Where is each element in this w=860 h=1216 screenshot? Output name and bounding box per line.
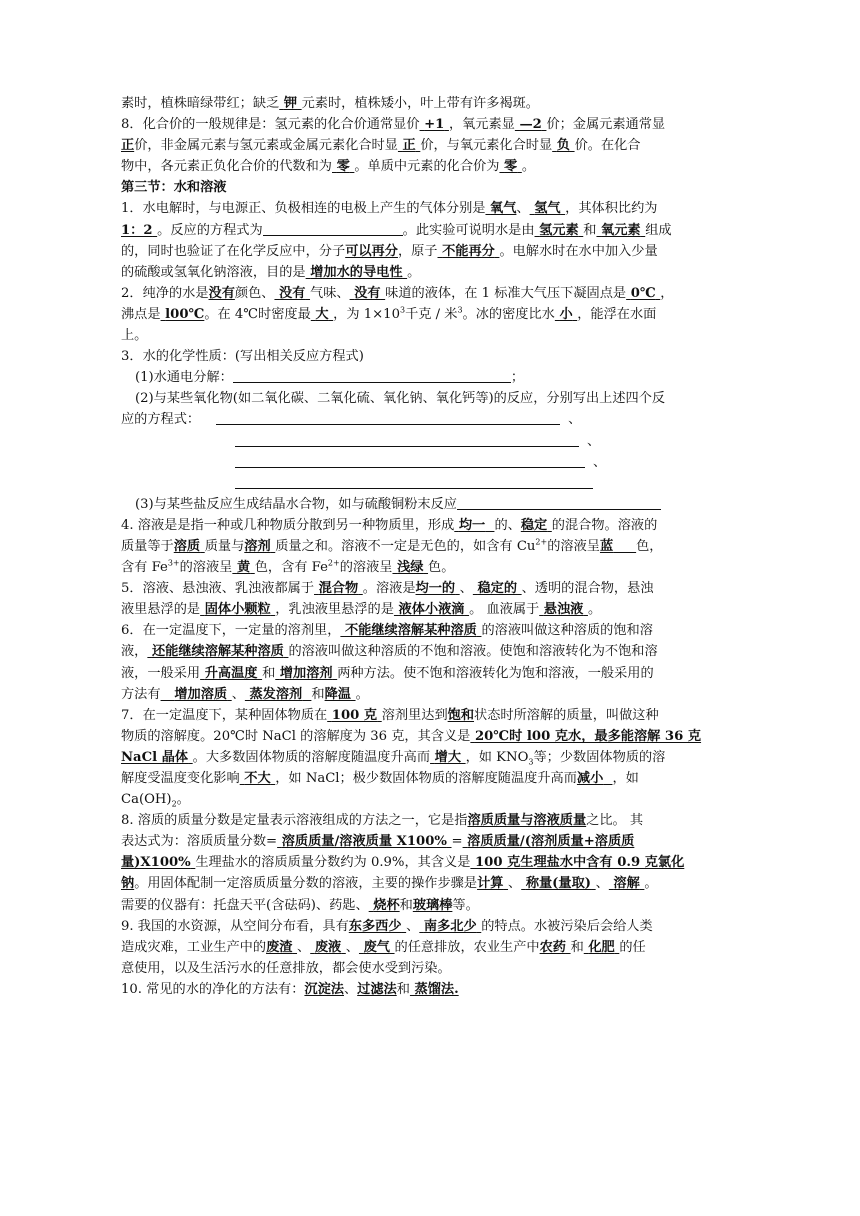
text: 。 <box>407 264 421 280</box>
text: 8. 溶质的质量分数是定量表示溶液组成的方法之一，它是指 <box>121 813 468 829</box>
text: 和 <box>570 939 584 955</box>
answer: 增加溶剂 <box>279 665 333 681</box>
text-line <box>121 705 741 726</box>
text-line <box>121 220 741 241</box>
text: 色， <box>636 538 663 554</box>
answer: 负 <box>556 138 570 154</box>
subscript: 2 <box>171 799 177 809</box>
text-line <box>121 663 741 684</box>
answer: 不能继续溶解某种溶质 <box>344 623 477 639</box>
text: 质量之和。溶液不一定是无色的，如含有 Cu <box>275 538 536 554</box>
answer: 烧杯 <box>373 897 400 913</box>
text: 和 <box>399 897 413 913</box>
text: 。 <box>521 159 535 175</box>
answer: 氧元素 <box>601 222 641 238</box>
text-line: 上。 <box>121 328 148 344</box>
text-line <box>121 198 741 219</box>
text: 和 <box>396 981 410 997</box>
text: 的任意排放，农业生产中 <box>394 939 540 955</box>
text: 、 <box>343 981 358 997</box>
answer: 黄 <box>236 560 251 576</box>
superscript: 3+ <box>167 558 180 568</box>
text: 的溶液呈 <box>179 560 233 576</box>
answer: 溶剂 <box>244 538 271 554</box>
text-line <box>121 726 741 747</box>
text: 、 <box>231 686 245 702</box>
text: 方法有 <box>121 686 161 702</box>
answer: 正 <box>402 138 416 154</box>
text: 、 <box>406 918 420 934</box>
text-line: (2)与某些氧化物(如二氧化碳、二氧化硫、氧化钠、氧化钙等)的反应，分别写出上述四个反 <box>135 391 666 407</box>
text: 、透明的混合物，悬浊 <box>521 581 654 597</box>
text: 的混合物。溶液的 <box>551 517 658 533</box>
text: ，能浮在水面 <box>577 306 657 322</box>
answer: 东多西少 <box>348 918 402 934</box>
answer-blank[interactable] <box>263 221 403 236</box>
text-line <box>121 852 741 873</box>
answer: 氢气 <box>534 201 561 217</box>
text: 的硫酸或氢氧化钠溶液，目的是 <box>121 264 306 280</box>
text: 。 <box>587 602 602 618</box>
text: 溶剂里达到 <box>381 707 448 723</box>
text-line <box>121 873 741 894</box>
answer: 没有 <box>279 285 306 301</box>
text-line <box>121 452 741 473</box>
text: 10. 常见的水的净化的方法有： <box>121 981 305 997</box>
text-line <box>121 557 741 578</box>
document-page <box>121 93 741 1000</box>
text: 、 <box>593 454 607 470</box>
answer: 量)X100% <box>121 855 191 871</box>
text: ，原子 <box>397 243 438 259</box>
answer: 钾 <box>283 96 298 111</box>
text: 两种方法。使不饱和溶液转化为饱和溶液，一般采用的 <box>337 665 654 681</box>
text: ，如 <box>612 771 639 786</box>
text-line <box>121 135 741 156</box>
text: 需要的仪器有：托盘天平(含砝码)、药匙、 <box>121 897 369 913</box>
answer: 混合物 <box>318 581 359 597</box>
text: 、 <box>345 939 359 955</box>
text: 质量与 <box>204 538 245 554</box>
answer: 溶质质量/(溶剂质量+溶质质 <box>467 834 635 850</box>
text-line <box>121 768 741 789</box>
text: 、 <box>568 412 582 428</box>
text: 和 <box>262 665 276 681</box>
answer: 可以再分 <box>345 243 398 259</box>
text-line <box>121 262 741 283</box>
text: 6．在一定温度下，一定量的溶剂里， <box>121 623 341 639</box>
text: 。 <box>176 792 190 808</box>
text: ，乳浊液里悬浮的是 <box>275 602 394 618</box>
answer: 没有 <box>354 285 381 301</box>
answer: l00℃ <box>165 306 205 322</box>
answer: 小 <box>559 306 573 322</box>
answer: 玻璃棒 <box>412 897 453 913</box>
text-line <box>121 409 741 430</box>
text: 。反应的方程式为 <box>157 222 263 238</box>
answer-blank[interactable] <box>233 368 511 383</box>
text: 、 <box>297 939 311 955</box>
answer: +1 <box>424 117 445 133</box>
text: 的，同时也验证了在化学反应中，分子 <box>121 243 346 259</box>
answer: 溶质质量/溶液质量 X100% <box>281 834 447 850</box>
answer: 过滤法 <box>357 981 397 997</box>
answer-blank[interactable] <box>457 495 661 510</box>
text: 。溶液是 <box>362 581 416 597</box>
text: 气味、 <box>310 285 350 301</box>
text: 液里悬浮的是 <box>121 602 201 618</box>
text: 8．化合价的一般规律是：氢元素的化合价通常显价 <box>121 117 420 133</box>
text: 。 <box>644 876 658 892</box>
text-line <box>121 304 741 325</box>
answer: 均一的 <box>415 581 456 597</box>
text: 2．纯净的水是 <box>121 285 209 301</box>
text-line <box>121 916 741 937</box>
answer: 废液 <box>314 939 342 955</box>
text: 。 血液属于 <box>469 602 540 618</box>
answer: 蒸馏法. <box>414 981 459 997</box>
answer: 蓝 <box>599 538 614 554</box>
text-line <box>121 93 741 114</box>
text: 的任 <box>619 939 646 955</box>
text: 7．在一定温度下，某种固体物质在 <box>121 707 328 723</box>
text-line <box>121 156 741 177</box>
text: 物中，各元素正负化合价的代数和为 <box>121 159 332 175</box>
text-line <box>121 494 741 515</box>
answer: 计算 <box>477 876 504 892</box>
answer: 减小 <box>576 771 604 786</box>
answer: 氧气 <box>490 201 517 217</box>
text: 。 <box>355 686 369 702</box>
text: ，其体积比约为 <box>565 201 658 217</box>
text: 9. 我国的水资源，从空间分布看，具有 <box>121 918 349 934</box>
answer: 氢元素 <box>539 222 579 238</box>
answer: 稳定 <box>520 517 548 533</box>
text: ，如 KNO <box>465 749 529 765</box>
text: 。电解水时在水中加入少量 <box>499 243 658 259</box>
answer: 降温 <box>324 686 351 702</box>
superscript: 3 <box>399 305 406 315</box>
text: ； <box>510 370 524 386</box>
answer: 废气 <box>363 939 390 955</box>
text-line: 意使用，以及生活污水的任意排放，都会使水受到污染。 <box>121 960 451 976</box>
superscript: 3 <box>457 305 463 315</box>
text-line <box>121 114 741 135</box>
text: 的溶液叫做这种溶质的饱和溶 <box>481 623 653 639</box>
text-line <box>121 283 741 304</box>
answer: 20℃时 l00 克水，最多能溶解 36 克 <box>474 728 702 744</box>
text: 。大多数固体物质的溶解度随温度升高而 <box>192 749 431 765</box>
answer: 零 <box>336 159 350 175</box>
answer: 溶质质量与溶液质量 <box>467 813 587 829</box>
text: (1)水通电分解： <box>135 370 233 386</box>
text-line <box>121 641 741 662</box>
text-line <box>121 895 741 916</box>
answer: 没有 <box>208 285 235 301</box>
text-line <box>121 515 741 536</box>
answer: 沉淀法 <box>304 981 344 997</box>
text-line <box>121 979 741 1000</box>
text: 。单质中元素的化合价为 <box>354 159 500 175</box>
answer: 还能继续溶解某种溶质 <box>151 644 284 660</box>
text: 的特点。水被污染后会给人类 <box>481 918 653 934</box>
answer: 0℃ <box>630 285 656 301</box>
answer-blank[interactable] <box>235 432 579 447</box>
text: 组成 <box>645 222 672 238</box>
text-line <box>121 536 741 557</box>
text: 、 <box>587 433 601 449</box>
text: 。用固体配制一定溶质质量分数的溶液，主要的操作步骤是 <box>134 876 478 892</box>
answer-blank[interactable] <box>235 453 585 468</box>
text: 的溶液呈 <box>547 538 600 554</box>
text: ，为 1×10 <box>333 306 400 322</box>
text: 的、 <box>494 517 521 533</box>
answer: 南多北少 <box>423 918 477 934</box>
text: 色。 <box>428 560 455 576</box>
text-line <box>121 578 741 599</box>
answer-blank[interactable] <box>235 474 593 489</box>
text-line <box>121 789 741 810</box>
text: = <box>451 834 463 850</box>
answer-blank[interactable] <box>216 410 560 425</box>
answer: 溶解 <box>613 876 640 892</box>
text: 沸点是 <box>121 306 161 322</box>
text: 价，与氧元素化合时显 <box>420 138 553 154</box>
text-line <box>121 241 741 262</box>
text: 和 <box>311 686 325 702</box>
answer: 不大 <box>244 771 271 786</box>
text-line <box>121 431 741 452</box>
text: 液， <box>121 644 148 660</box>
text-line <box>121 599 741 620</box>
answer: 升高温度 <box>204 665 258 681</box>
answer: 废渣 <box>266 939 293 955</box>
text: 。冰的密度比水 <box>462 306 555 322</box>
answer: 正 <box>121 138 135 154</box>
subscript: 3 <box>528 757 534 767</box>
text: 质量等于 <box>121 538 174 554</box>
text-line <box>121 747 741 768</box>
text-line <box>121 367 741 388</box>
text-line <box>121 473 741 494</box>
answer: 液体小液滴 <box>398 602 465 618</box>
text: 含有 Fe <box>121 560 168 576</box>
section-heading: 第三节：水和溶液 <box>121 180 227 196</box>
text: 价；金属元素通常显 <box>546 117 666 133</box>
text: 颜色、 <box>234 285 275 301</box>
text: 色，含有 Fe <box>254 560 328 576</box>
answer: 增加溶质 <box>174 686 228 702</box>
answer: 零 <box>504 159 518 175</box>
text: (3)与某些盐反应生成结晶水合物，如与硫酸铜粉末反应 <box>135 496 457 512</box>
text-line <box>121 831 741 852</box>
answer: 农药 <box>539 939 566 955</box>
text: ，如 NaCl；极少数固体物质的溶解度随温度升高而 <box>275 771 577 786</box>
text: 价，非金属元素与氢元素或金属元素化合时显 <box>134 138 398 154</box>
answer: 称量(量取) <box>525 876 592 892</box>
text: Ca(OH) <box>121 792 172 808</box>
text: 解度受温度变化影响 <box>121 771 240 786</box>
text: 。此实验可说明水是由 <box>402 222 535 238</box>
answer: 饱和 <box>447 707 475 723</box>
answer: 化肥 <box>588 939 615 955</box>
text-line <box>121 684 741 705</box>
text: 、 <box>459 581 473 597</box>
text: 4. 溶液是是指一种或几种物质分散到另一种物质里，形成 <box>121 517 455 533</box>
text-line <box>121 620 741 641</box>
text: ， <box>660 285 674 301</box>
text: 和 <box>583 222 597 238</box>
answer: 不能再分 <box>442 243 495 259</box>
answer: 溶质 <box>173 538 201 554</box>
answer: 蒸发溶剂 <box>249 686 303 702</box>
text: 之比。 其 <box>586 813 644 829</box>
text: 的溶液呈 <box>339 560 393 576</box>
text: 价。在化合 <box>574 138 641 154</box>
text: 应的方程式： <box>121 412 201 428</box>
text-line <box>121 810 741 831</box>
answer: 浅绿 <box>397 560 424 576</box>
answer: 大 <box>315 306 329 322</box>
text: 生理盐水的溶质质量分数约为 0.9%，其含义是 <box>195 855 471 871</box>
answer: 增加水的导电性 <box>310 264 403 280</box>
superscript: 2+ <box>535 537 548 547</box>
text: 。在 4℃时密度最 <box>204 306 311 322</box>
text: 素时，植株暗绿带红；缺乏 <box>121 96 280 111</box>
text: 5．溶液、悬浊液、乳浊液都属于 <box>121 581 315 597</box>
answer: 100 克生理盐水中含有 0.9 克氯化 <box>474 855 685 871</box>
text: 、 <box>508 876 522 892</box>
text: 的溶液叫做这种溶质的不饱和溶液。使饱和溶液转化为不饱和溶 <box>288 644 658 660</box>
superscript: 2+ <box>327 558 340 568</box>
answer: 100 克 <box>331 707 378 723</box>
text: 、 <box>595 876 609 892</box>
answer: NaCl 晶体 <box>121 749 189 765</box>
answer: 钠 <box>121 876 135 892</box>
text: 等；少数固体物质的溶 <box>533 749 666 765</box>
answer: —2 <box>519 117 542 133</box>
text: 液，一般采用 <box>121 665 201 681</box>
text: 物质的溶解度。20℃时 NaCl 的溶解度为 36 克，其含义是 <box>121 728 471 744</box>
answer: 均一 <box>458 517 486 533</box>
answer: 稳定的 <box>477 581 518 597</box>
text: 造成灾难，工业生产中的 <box>121 939 267 955</box>
text: 、 <box>516 201 530 217</box>
answer: 固体小颗粒 <box>204 602 271 618</box>
text-line <box>121 937 741 958</box>
text: ，氧元素显 <box>448 117 515 133</box>
text: 味道的液体，在 1 标准大气压下凝固点是 <box>385 285 627 301</box>
text: 等。 <box>452 897 479 913</box>
answer: 1：2 <box>121 222 153 238</box>
answer: 增大 <box>434 749 462 765</box>
text: 1．水电解时，与电源正、负极相连的电极上产生的气体分别是 <box>121 201 486 217</box>
text-line: 3．水的化学性质：(写出相关反应方程式) <box>121 349 364 365</box>
answer: 悬浊液 <box>543 602 584 618</box>
text: 状态时所溶解的质量，叫做这种 <box>474 707 659 723</box>
text: 千克 / 米 <box>405 306 458 322</box>
text: 表达式为：溶质质量分数= <box>121 834 278 850</box>
text: 元素时，植株矮小，叶上带有许多褐斑。 <box>301 96 539 111</box>
